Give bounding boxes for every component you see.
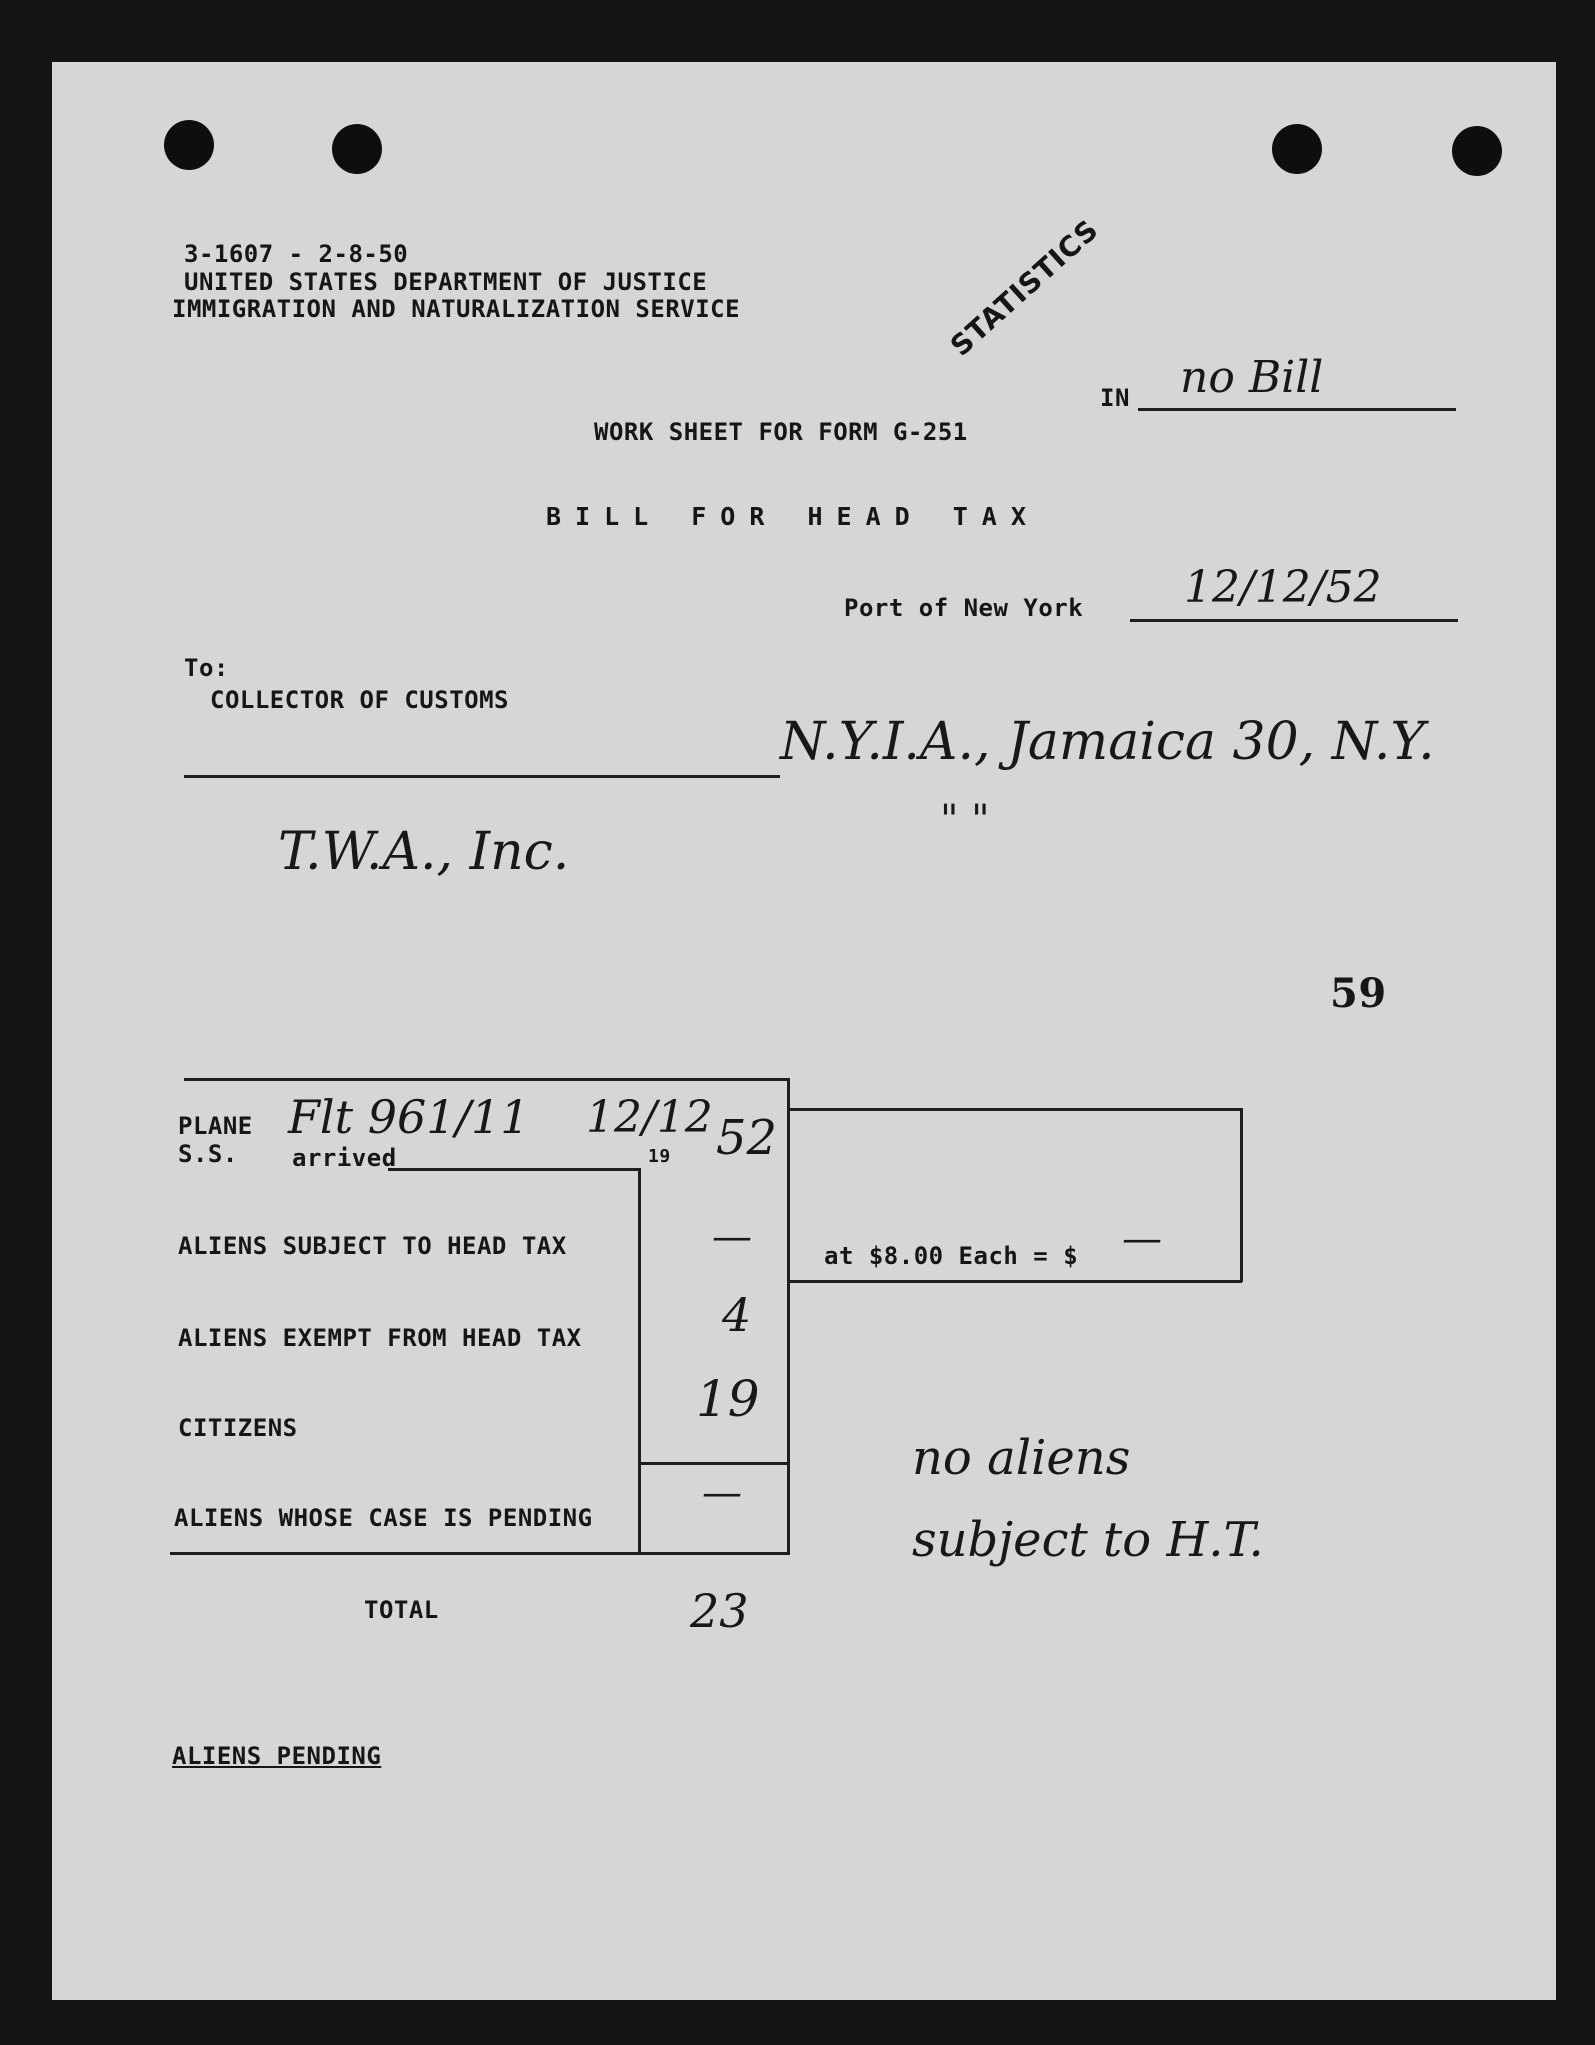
ditto-marks: " " xyxy=(940,797,990,843)
row-value-pending: — xyxy=(702,1470,742,1516)
note-line-1: no aliens xyxy=(912,1430,1131,1486)
note-line-2: subject to H.T. xyxy=(912,1512,1264,1568)
date-underline xyxy=(1130,619,1458,622)
rate-box-bottom xyxy=(788,1280,1242,1283)
document-sheet xyxy=(52,62,1556,2000)
row-value-exempt: 4 xyxy=(722,1288,752,1342)
in-label: IN xyxy=(1100,384,1130,412)
collector-of-customs: COLLECTOR OF CUSTOMS xyxy=(210,686,509,714)
to-label: To: xyxy=(184,654,229,682)
in-underline xyxy=(1138,408,1456,411)
total-label: TOTAL xyxy=(364,1596,439,1624)
arrival-date: 12/12 xyxy=(586,1092,713,1143)
value-column-right xyxy=(787,1078,790,1554)
rate-value: — xyxy=(1122,1216,1162,1262)
flight-number: Flt 961/11 xyxy=(288,1090,530,1144)
row-value-citizens: 19 xyxy=(696,1370,760,1428)
department-name: UNITED STATES DEPARTMENT OF JUSTICE xyxy=(184,268,708,296)
port-label: Port of New York xyxy=(844,594,1084,622)
statistics-stamp: STATISTICS xyxy=(944,212,1106,363)
total-value: 23 xyxy=(690,1584,749,1638)
row-label-pending: ALIENS WHOSE CASE IS PENDING xyxy=(174,1504,593,1532)
address-handwritten: N.Y.I.A., Jamaica 30, N.Y. xyxy=(780,712,1435,772)
form-number: 3-1607 - 2-8-50 xyxy=(184,240,409,268)
value-column-left xyxy=(638,1168,641,1554)
arrival-year: 52 xyxy=(716,1110,778,1166)
punch-hole xyxy=(1272,124,1322,174)
punch-hole xyxy=(1452,126,1502,176)
in-value: no Bill xyxy=(1180,352,1324,403)
rate-text: at $8.00 Each = $ xyxy=(824,1242,1079,1270)
rate-box-top xyxy=(788,1108,1242,1111)
arrived-label: arrived xyxy=(292,1144,397,1172)
address-underline xyxy=(184,775,780,778)
plane-label: PLANE xyxy=(178,1112,253,1140)
year-prefix: 19 xyxy=(648,1146,671,1167)
punch-hole xyxy=(164,120,214,170)
bill-title: BILL FOR HEAD TAX xyxy=(546,502,1040,531)
table-bottom-rule xyxy=(170,1552,790,1555)
port-date: 12/12/52 xyxy=(1184,562,1382,613)
page-number: 59 xyxy=(1330,970,1387,1017)
row-label-citizens: CITIZENS xyxy=(178,1414,298,1442)
row-label-subject: ALIENS SUBJECT TO HEAD TAX xyxy=(178,1232,567,1260)
ss-label: S.S. xyxy=(178,1140,238,1168)
table-top-rule xyxy=(184,1078,790,1081)
arrived-underline xyxy=(388,1168,640,1171)
aliens-pending-heading: ALIENS PENDING xyxy=(172,1742,382,1770)
total-rule xyxy=(638,1462,790,1465)
row-value-subject: — xyxy=(712,1214,752,1260)
company-handwritten: T.W.A., Inc. xyxy=(278,822,570,882)
row-label-exempt: ALIENS EXEMPT FROM HEAD TAX xyxy=(178,1324,582,1352)
punch-hole xyxy=(332,124,382,174)
rate-box-right xyxy=(1240,1108,1243,1282)
worksheet-title: WORK SHEET FOR FORM G-251 xyxy=(594,418,968,446)
service-name: IMMIGRATION AND NATURALIZATION SERVICE xyxy=(172,295,741,323)
